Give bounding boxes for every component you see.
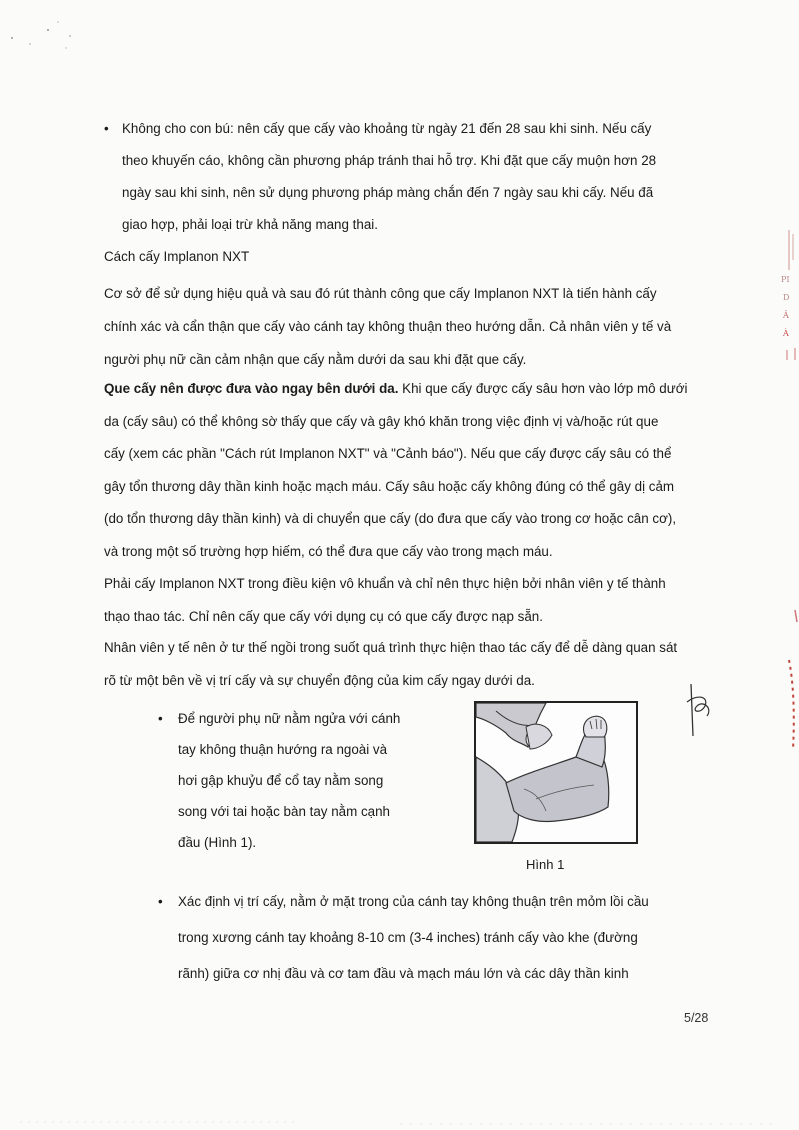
margin-stamp — [759, 230, 799, 770]
para3-bold-lead: Que cấy nên được đưa vào ngay bên dưới da. — [104, 381, 399, 396]
para1-line: giao hợp, phải loại trừ khả năng mang thai. — [122, 217, 378, 232]
lower-line: trong xương cánh tay khoảng 8-10 cm (3-4 inches) tránh cấy vào khe (đường — [178, 930, 638, 945]
para3-first-line-rest: Khi que cấy được cấy sâu hơn vào lớp mô dưới — [398, 381, 688, 396]
para2-line: Cơ sở để sử dụng hiệu quả và sau đó rút thành công que cấy Implanon NXT là tiến hành cấy — [104, 286, 657, 301]
fig-line: Để người phụ nữ nằm ngửa với cánh — [178, 711, 401, 726]
lower-line: rãnh) giữa cơ nhị đầu và cơ tam đầu và mạch máu lớn và các dây thần kinh — [178, 966, 629, 981]
para3-line: (do tổn thương dây thần kinh) và di chuyển que cấy (do đưa que cấy vào trong cơ hoặc cân cơ), — [104, 511, 677, 526]
svg-text:À: À — [783, 329, 789, 338]
para5-line: Nhân viên y tế nên ở tư thế ngồi trong suốt quá trình thực hiện thao tác cấy để dễ dàng quan sát — [104, 640, 678, 655]
para1-line: Không cho con bú: nên cấy que cấy vào khoảng từ ngày 21 đến 28 sau khi sinh. Nếu cấy — [122, 121, 652, 136]
svg-text:Â: Â — [783, 311, 789, 320]
para1-line: ngày sau khi sinh, nên sử dụng phương pháp màng chắn đến 7 ngày sau khi cấy. Nếu đã — [122, 185, 654, 200]
bullet-dot: • — [158, 711, 163, 726]
fig-line: song với tai hoặc bàn tay nằm cạnh — [178, 804, 391, 819]
para2-line: chính xác và cẩn thận que cấy vào cánh tay không thuận theo hướng dẫn. Cả nhân viên y tế và — [104, 319, 672, 334]
para3-line: cấy (xem các phần "Cách rút Implanon NXT" và "Cảnh báo"). Nếu que cấy được cấy sâu có thể — [104, 446, 672, 461]
lower-line: Xác định vị trí cấy, nằm ở mặt trong của cánh tay không thuận trên mỏm lồi cầu — [178, 894, 649, 909]
signature-mark — [683, 682, 719, 738]
fig-line: tay không thuận hướng ra ngoài và — [178, 742, 388, 757]
para5-line: rõ từ một bên về vị trí cấy và sự chuyển động của kim cấy ngay dưới da. — [104, 673, 535, 688]
paragraph-seated — [104, 631, 724, 697]
paragraph-basis — [104, 277, 724, 376]
bullet-dot: • — [104, 121, 109, 136]
bullet-position-woman — [158, 703, 428, 858]
scan-noise-bottom — [0, 1112, 799, 1130]
figure-caption: Hình 1 — [526, 857, 565, 872]
bullet-breastfeeding — [104, 113, 724, 241]
para4-line: thạo thao tác. Chỉ nên cấy que cấy với dụng cụ có que cấy được nạp sẵn. — [104, 609, 543, 624]
para3-line: gây tổn thương dây thần kinh hoặc mạch máu. Cấy sâu hoặc cấy không đúng có thể gây dị cảm — [104, 478, 675, 494]
bullet-insertion-site — [158, 884, 688, 992]
scan-speckles — [0, 0, 120, 60]
figure-1 — [474, 701, 638, 844]
section-heading: Cách cấy Implanon NXT — [104, 249, 250, 264]
fig-line: hơi gập khuỷu để cổ tay nằm song — [178, 773, 384, 788]
fig-line: đầu (Hình 1). — [178, 835, 257, 850]
para1-line: theo khuyến cáo, không cần phương pháp tránh thai hỗ trợ. Khi đặt que cấy muộn hơn 28 — [122, 153, 657, 168]
para3-line: da (cấy sâu) có thể không sờ thấy que cấy và gây khó khăn trong việc định vị và/hoặc rút que — [104, 413, 659, 429]
bullet-dot: • — [158, 894, 163, 909]
page-number: 5/28 — [684, 1011, 709, 1025]
svg-text:PI: PI — [781, 275, 790, 284]
paragraph-aseptic — [104, 567, 724, 633]
para3-line: và trong một số trường hợp hiếm, có thể đưa que cấy vào trong mạch máu. — [104, 543, 553, 559]
paragraph-subdermal — [104, 373, 724, 568]
arm-illustration — [476, 703, 636, 842]
svg-text:D: D — [783, 293, 790, 302]
para2-line: người phụ nữ cần cảm nhận que cấy nằm dưới da sau khi đặt que cấy. — [104, 352, 527, 367]
para4-line: Phải cấy Implanon NXT trong điều kiện vô khuẩn và chỉ nên thực hiện bởi nhân viên y tế thành — [104, 576, 666, 591]
